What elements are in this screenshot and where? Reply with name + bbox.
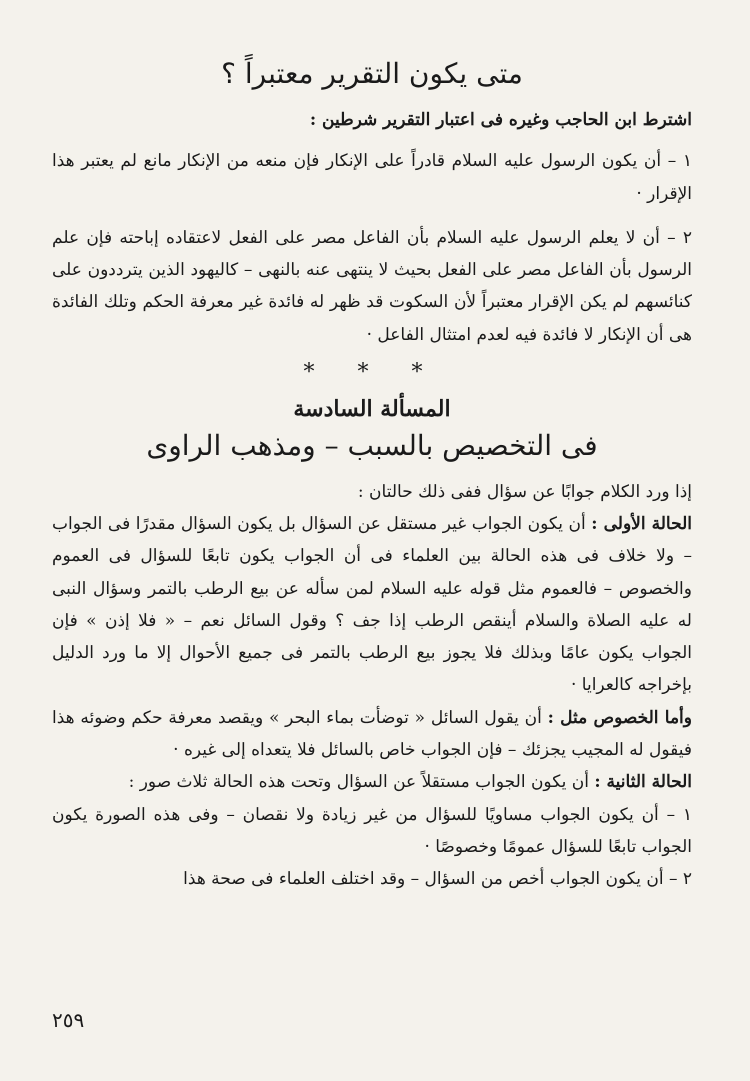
case-1-text: أن يكون الجواب غير مستقل عن السؤال بل يكون السؤال مقدرًا فى الجواب – ولا خلاف فى هذه الحالة بين العلماء فى أن الجواب يكون تابعًا للسؤال فى العموم والخصوص – فالعموم مثل قوله عليه السلام لمن سأله عن بيع الرطب بالتمر وسؤال النبى له عليه الصلاة والسلام أينقص الرطب إذا جف ؟ وقول السائل نعم – « فلا إذن » فإن الجواب يكون عامًا وبذلك فلا يجوز بيع الرطب بالتمر فى جميع الأحوال إلا ما ورد الدليل بإخراجه كالعرايا · [52,513,692,696]
condition-1-paragraph: ١ – أن يكون الرسول عليه السلام قادراً على الإنكار فإن منعه من الإنكار مانع لم يعتبر هذا الإقرار · [52,151,692,204]
conditions-subheading: اشترط ابن الحاجب وغيره فى اعتبار التقرير شرطين : [309,110,692,131]
page-title: متى يكون التقرير معتبراً ؟ [221,57,523,90]
page-number: ٢٥٩ [52,1008,85,1032]
form-1-paragraph: ١ – أن يكون الجواب مساويًا للسؤال من غير زيادة ولا نقصان – وفى هذه الصورة يكون الجواب تابعًا للسؤال عمومًا وخصوصًا · [52,804,692,857]
intro-paragraph: إذا ورد الكلام جوابًا عن سؤال ففى ذلك حالتان : [357,481,692,502]
specific-lead: وأما الخصوص مثل : [547,707,692,728]
case-2-paragraph [52,766,692,798]
section-separator: * * * [303,360,441,386]
case-1-lead: الحالة الأولى : [591,513,692,534]
condition-2-paragraph: ٢ – أن لا يعلم الرسول عليه السلام بأن الفاعل مصر على الفعل لاعتقاده إباحته فإن علم الرسول بأن الفاعل مصر على الفعل بحيث لا ينتهى عنه بالنهى – كاليهود الذين يترددون على كنائسهم لم يكن الإقرار معتبراً لأن السكوت قد ظهر له فائدة غير معرفة الحكم وتلك الفائدة هى أن الإنكار لا فائدة فيه لعدم امتثال الفاعل · [52,227,692,345]
case-1-paragraph [52,508,692,702]
specific-paragraph [52,702,692,767]
form-2-paragraph: ٢ – أن يكون الجواب أخص من السؤال – وقد اختلف العلماء فى صحة هذا [183,869,692,890]
section-label: المسألة السادسة [293,395,451,422]
section-title: فى التخصيص بالسبب – ومذهب الراوى [146,429,598,463]
case-2-text: أن يكون الجواب مستقلاً عن السؤال وتحت هذه الحالة ثلاث صور : [128,772,595,793]
specific-text: أن يقول السائل « توضأت بماء البحر » ويقصد معرفة حكم وضوئه هذا فيقول له المجيب يجزئك – فإن الجواب خاص بالسائل فلا يتعداه إلى غيره · [52,707,692,761]
case-2-lead: الحالة الثانية : [594,772,692,793]
